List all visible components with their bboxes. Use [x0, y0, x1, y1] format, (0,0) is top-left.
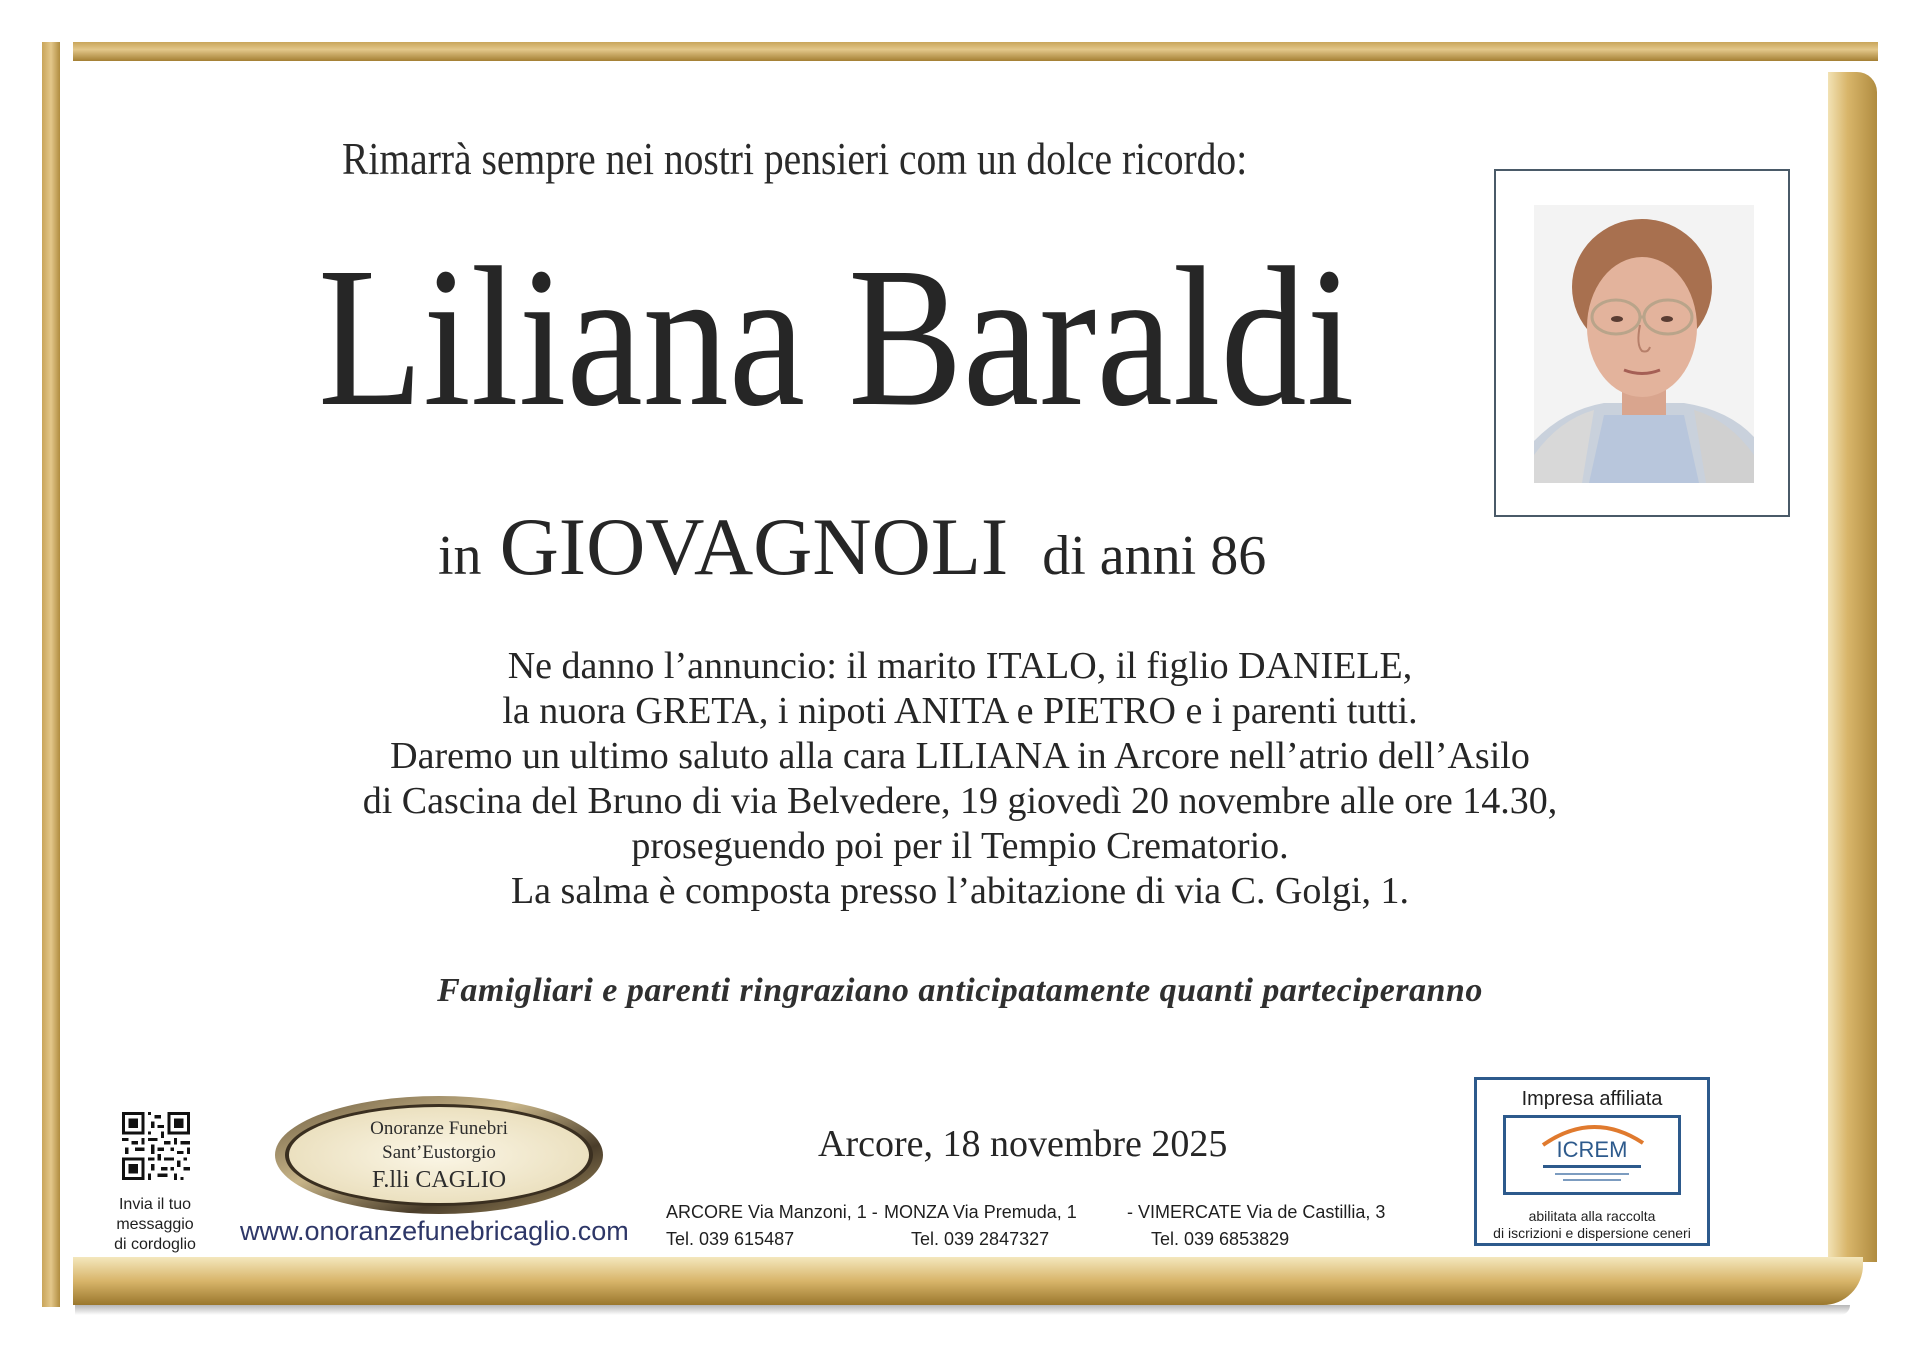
- website-link[interactable]: www.onoranzefunebricaglio.com: [240, 1216, 629, 1246]
- phone-monza: Tel. 039 2847327: [911, 1229, 1050, 1249]
- qr-code-icon[interactable]: [122, 1112, 190, 1180]
- phone-arcore: Tel. 039 615487: [666, 1229, 795, 1249]
- married-prefix: in: [438, 525, 482, 587]
- age-text: di anni 86: [1042, 525, 1267, 587]
- portrait-photo: [1534, 205, 1754, 483]
- funeral-home-name: F.lli CAGLIO: [371, 1167, 507, 1193]
- address-arcore: ARCORE Via Manzoni, 1 -: [666, 1202, 878, 1222]
- married-surname: GIOVAGNOLI: [499, 501, 1009, 592]
- affiliation-note: [1477, 1208, 1707, 1242]
- deceased-name: Liliana Baraldi: [318, 227, 1355, 448]
- frame-right-border: [1828, 72, 1877, 1262]
- intro-text: Rimarrà sempre nei nostri pensieri com un dolce ricordo:: [342, 133, 1248, 184]
- frame-bottom-border: [73, 1257, 1863, 1305]
- address-monza: MONZA Via Premuda, 1: [884, 1202, 1077, 1222]
- frame-top-border: [73, 42, 1878, 61]
- qr-caption-line: Invia il tuo: [118, 1196, 192, 1213]
- announcement-line: Daremo un ultimo saluto alla cara LILIANA in Arcore nell’atrio dell’Asilo: [390, 735, 1530, 777]
- frame-left-border: [42, 42, 60, 1307]
- place-date: Arcore, 18 novembre 2025: [818, 1123, 1228, 1165]
- portrait-frame: [1494, 169, 1790, 517]
- announcement-line: La salma è composta presso l’abitazione di via C. Golgi, 1.: [510, 870, 1410, 912]
- address-vimercate: - VIMERCATE Via de Castillia, 3: [1127, 1202, 1386, 1222]
- announcement-line: Ne danno l’annuncio: il marito ITALO, il figlio DANIELE,: [507, 645, 1413, 687]
- funeral-home-line: Sant’Eustorgio: [382, 1142, 496, 1163]
- affiliation-box: [1474, 1077, 1710, 1246]
- phone-vimercate: Tel. 039 6853829: [1151, 1229, 1290, 1249]
- funeral-home-logo-text: [272, 1117, 606, 1195]
- frame-bottom-shadow: [75, 1305, 1850, 1315]
- announcement-line: la nuora GRETA, i nipoti ANITA e PIETRO e i parenti tutti.: [502, 690, 1418, 732]
- icrem-logo: [1503, 1115, 1681, 1195]
- qr-caption: [100, 1195, 210, 1255]
- funeral-home-line: Onoranze Funebri: [370, 1118, 508, 1139]
- announcement-body: [240, 644, 1680, 914]
- qr-caption-line: messaggio: [116, 1216, 194, 1233]
- affiliation-title: Impresa affiliata: [1521, 1088, 1663, 1110]
- thanks-text: Famigliari e parenti ringraziano anticipatamente quanti parteciperanno: [437, 972, 1483, 1009]
- announcement-line: proseguendo poi per il Tempio Crematorio.: [631, 825, 1289, 867]
- announcement-line: di Cascina del Bruno di via Belvedere, 19 giovedì 20 novembre alle ore 14.30,: [362, 780, 1558, 822]
- qr-caption-line: di cordoglio: [114, 1236, 196, 1253]
- icrem-logo-text: ICREM: [1556, 1137, 1628, 1162]
- affiliation-note-line: abilitata alla raccolta: [1528, 1208, 1656, 1224]
- affiliation-note-line: di iscrizioni e dispersione ceneri: [1493, 1225, 1691, 1241]
- married-name-row: [438, 500, 1266, 594]
